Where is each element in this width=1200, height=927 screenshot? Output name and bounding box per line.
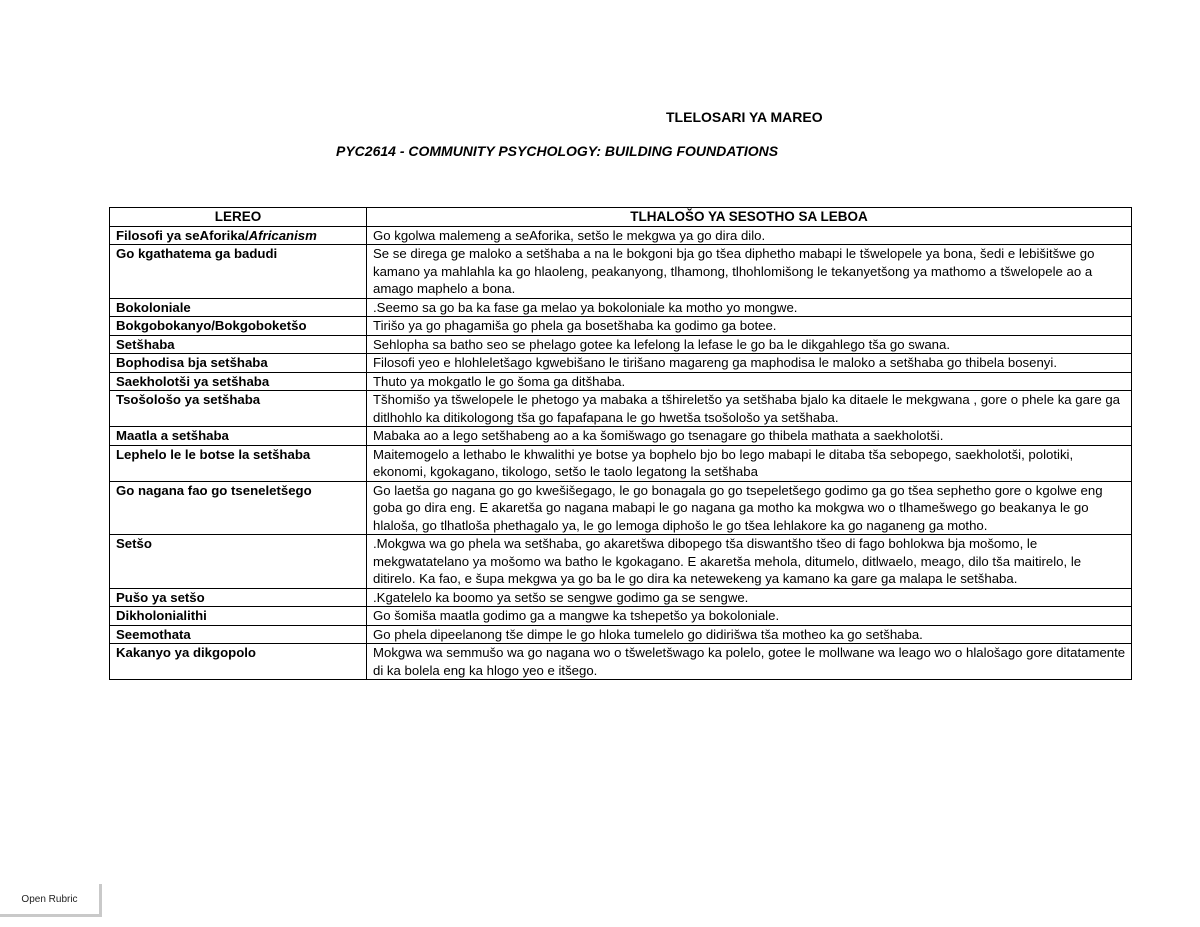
- definition-cell: Se se direga ge maloko a setšhaba a na le bokgoni bja go tšea diphetho mabapi le tšwelopele ya bona, šedi e lebišitšwe go kamano ya mahlahla ka go hlaoleng, peakanyong, tlhamong, tlhohlomišong le tekanyetšong ya mathomo a tšwelopele ao a amago maphelo a bona.: [367, 245, 1132, 299]
- table-row: [110, 298, 1132, 317]
- definition-cell: Sehlopha sa batho seo se phelago gotee ka lefelong la lefase le go ba le dikgahlego tša go swana.: [367, 335, 1132, 354]
- term-cell: Tsošološo ya setšhaba: [110, 391, 367, 427]
- definition-cell: Maitemogelo a lethabo le khwalithi ye botse ya bophelo bjo bo lego mabapi le ditaba tša sebopego, saekholotši, polotiki, ekonomi, kgokagano, tikologo, setšo le taolo legatong la setšhaba: [367, 445, 1132, 481]
- table-row: [110, 607, 1132, 626]
- term-cell: Seemothata: [110, 625, 367, 644]
- table-row: [110, 644, 1132, 680]
- term-text: Filosofi ya seAforika/: [116, 227, 249, 243]
- definition-cell: .Mokgwa wa go phela wa setšhaba, go akaretšwa dibopego tša diswantšho tšeo di fago bohlokwa bja mošomo, le mekgwatatelano ya mošomo wa batho le kgokagano. E akaretša mehola, ditumelo, ditlwaelo, meago, dilo tša maitirelo, le ditirelo. Ka fao, e šupa mekgwa ya go ba le go dira ka netewekeng ya kamano ka gare ga malapa le setšhaba.: [367, 535, 1132, 589]
- term-cell: Lephelo le le botse la setšhaba: [110, 445, 367, 481]
- term-cell: Saekholotši ya setšhaba: [110, 372, 367, 391]
- definition-cell: Go kgolwa malemeng a seAforika, setšo le mekgwa ya go dira dilo.: [367, 226, 1132, 245]
- term-cell: Bokgobokanyo/Bokgoboketšo: [110, 317, 367, 336]
- definition-cell: Mokgwa wa semmušo wa go nagana wo o tšweletšwago ka polelo, gotee le mollwane wa leago wo o hlalošago gore ditatamente di ka bolela eng ka hlogo yeo e itšego.: [367, 644, 1132, 680]
- term-cell: Bokoloniale: [110, 298, 367, 317]
- term-cell: Go kgathatema ga badudi: [110, 245, 367, 299]
- table-row: [110, 226, 1132, 245]
- table-row: [110, 317, 1132, 336]
- header-term: LEREO: [110, 208, 367, 227]
- term-cell: Bophodisa bja setšhaba: [110, 354, 367, 373]
- document-title: TLELOSARI YA MAREO: [666, 109, 823, 125]
- header-definition: TLHALOŠO YA SESOTHO SA LEBOA: [367, 208, 1132, 227]
- table-row: [110, 335, 1132, 354]
- definition-cell: Go šomiša maatla godimo ga a mangwe ka tshepetšo ya bokoloniale.: [367, 607, 1132, 626]
- definition-cell: .Seemo sa go ba ka fase ga melao ya bokoloniale ka motho yo mongwe.: [367, 298, 1132, 317]
- term-cell: Kakanyo ya dikgopolo: [110, 644, 367, 680]
- term-cell: Dikholonialithi: [110, 607, 367, 626]
- term-cell: [110, 226, 367, 245]
- glossary-table: [109, 207, 1132, 680]
- definition-cell: Go phela dipeelanong tše dimpe le go hloka tumelelo go didirišwa tša motheo ka go setšhaba.: [367, 625, 1132, 644]
- table-row: [110, 588, 1132, 607]
- table-header-row: [110, 208, 1132, 227]
- definition-cell: Thuto ya mokgatlo le go šoma ga ditšhaba.: [367, 372, 1132, 391]
- term-cell: Setšhaba: [110, 335, 367, 354]
- table-row: [110, 481, 1132, 535]
- table-row: [110, 445, 1132, 481]
- table-row: [110, 245, 1132, 299]
- definition-cell: .Kgatelelo ka boomo ya setšo se sengwe godimo ga se sengwe.: [367, 588, 1132, 607]
- table-row: [110, 427, 1132, 446]
- definition-cell: Tšhomišo ya tšwelopele le phetogo ya mabaka a tšhireletšo ya setšhaba bjalo ka ditaele le mekgwana , gore o phele ka gare ga ditlhohlo ka ditikologong tša go fapafapana le go hwetša tsošološo ya setšhaba.: [367, 391, 1132, 427]
- definition-cell: Go laetša go nagana go go kwešišegago, le go bonagala go go tsepeletšego godimo ga go tšea sephetho gore o kgolwe eng goba go dira eng. E akaretša go nagana mabapi le go nagana ga motho ka mokgwa wo o tlhamešwego go beakanya le go hlaloša, go tlhatloša phethagalo ya, le go lemoga diphošo le go tšea lehlakore ka go naganeng ga motho.: [367, 481, 1132, 535]
- definition-cell: Mabaka ao a lego setšhabeng ao a ka šomišwago go tsenagare go thibela mathata a saekholotši.: [367, 427, 1132, 446]
- table-row: [110, 391, 1132, 427]
- table-row: [110, 535, 1132, 589]
- term-cell: Go nagana fao go tseneletšego: [110, 481, 367, 535]
- table-row: [110, 372, 1132, 391]
- term-italic-text: Africanism: [248, 227, 317, 243]
- term-cell: Maatla a setšhaba: [110, 427, 367, 446]
- table-row: [110, 354, 1132, 373]
- definition-cell: Filosofi yeo e hlohleletšago kgwebišano le tirišano magareng ga maphodisa le maloko a setšhaba go thibela bosenyi.: [367, 354, 1132, 373]
- definition-cell: Tirišo ya go phagamiša go phela ga bosetšhaba ka godimo ga botee.: [367, 317, 1132, 336]
- table-row: [110, 625, 1132, 644]
- open-rubric-button[interactable]: Open Rubric: [0, 884, 102, 917]
- document-subtitle: PYC2614 - COMMUNITY PSYCHOLOGY: BUILDING FOUNDATIONS: [336, 143, 779, 159]
- term-cell: Pušo ya setšo: [110, 588, 367, 607]
- term-cell: Setšo: [110, 535, 367, 589]
